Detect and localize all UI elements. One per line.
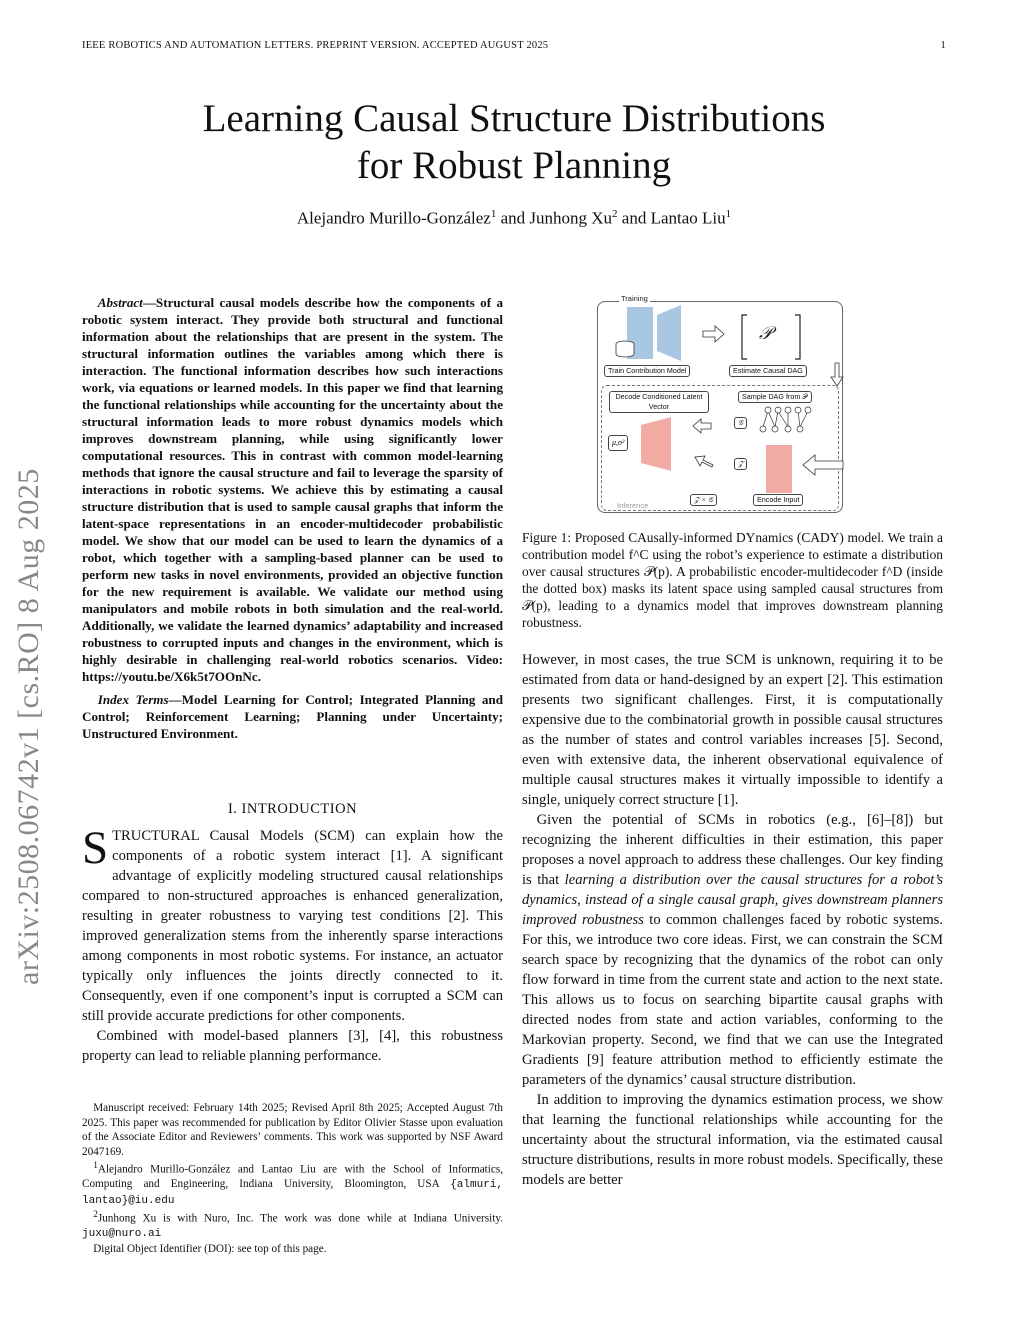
dag-graph (760, 407, 811, 432)
footnote-affiliation-1 (82, 1159, 503, 1208)
arrow-z-to-decoder (695, 456, 713, 467)
author-3-affil: 1 (725, 208, 732, 220)
author-2-affil: 2 (612, 208, 618, 220)
arrow-to-p (703, 326, 724, 342)
abstract (82, 294, 503, 748)
index-terms-text: —Model Learning for Control; Integrated Planning and Control; Reinforcement Learning; Planning under Uncertainty; Unstructured Environment. (82, 692, 503, 741)
database-body (616, 344, 634, 357)
footnote-affiliation-2 (82, 1208, 503, 1242)
introduction (82, 822, 503, 1066)
dropcap: S (82, 822, 109, 874)
right-paragraph-1: However, in most cases, the true SCM is unknown, requiring it to be estimated from data or hand-designed by an expert [2]. This estimation presents two significant challenges. First, it is computationally expensive due to the combinatorial growth in possible causal structures as the number of states and control variables increases [5]. Second, even with extensive data, the inherent observational equivalence of multiple causal structures makes it virtually impossible to identify a single, uniquely correct structure [1]. (522, 652, 943, 808)
author-list (82, 208, 946, 229)
inference-label: Inference (617, 501, 649, 510)
index-terms-lead: Index Terms (97, 692, 169, 707)
running-header (82, 40, 946, 51)
sample-dag-tag: Sample DAG from 𝒫 (738, 391, 812, 403)
footnote-manuscript: Manuscript received: February 14th 2025; Revised April 8th 2025; Accepted August 7th 2025. This paper was recommended for publication by Editor Olivier Stasse upon evaluation of the Associate Editor and Reviewers’ comments. This work was supported by NSF Award 2047169. (82, 1102, 503, 1158)
author-1: Alejandro Murillo-González (296, 208, 491, 228)
right-paragraph-3: In addition to improving the dynamics estimation process, we show that learning the functional relationships while accounting for the uncertainty about the structural information, via the estimated causal structure distributions, results in more robust models. Specifically, these models are better (522, 1092, 943, 1188)
footnote-2-text: Junhong Xu is with Nuro, Inc. The work was done while at Indiana University. (97, 1212, 503, 1225)
abstract-text: —Structural causal models describe how the components of a robotic system interact. They provide both structural and functional information about the relationships that are present in the system. The structural information outlines the variables among which there is interaction. The functional information describes how such interactions work, via equations or learned models. In this paper we find that learning the functional relationships while accounting for the uncertainty about the structural information leads to more robust dynamics models which improves downstream planning, while using significantly lower computational resources. This in contrast with common model-learning methods that ignore the causal structure and fail to leverage the sparsity of interactions in robotic systems. We achieve this by estimating a causal structure distribution that is used to sample causal graphs that inform the latent-space representations in an encoder-multidecoder probabilistic model. We show that our model can be used to learn the dynamics of a robot, which together with a sampling-based planner can be used to perform new tasks in novel environments, provided an objective function for the new requirement is available. We validate our method using manipulators and mobile robots in both simulation and the real-world. Additionally, we validate the learned dynamics’ adaptability and increased robustness to corrupted inputs and changes in the environment, which is highly desirable in challenging real-world robotics scenarios. Video: https://youtu.be/X6k5t7OOnNc. (82, 295, 503, 684)
right-p2-start: Given the potential of SCMs in robotics (e.g., [6]–[8]) but recognizing the inherent difficulties in their estimation, this paper proposes a novel approach to address these challenges. Our key finding is that (522, 812, 943, 888)
intro-p1-text: TRUCTURAL Causal Models (SCM) can explain how the components of a robotic system interact [1]. A significant advantage of explicitly modeling structured causal relationships compared to non-structured approaches is enhanced generalization, resulting in greater robustness to varying test conditions [2]. This improved generalization stems from the inherently sparse interactions among components in most robotic systems. For instance, an actuator typically only influences the joints directly connected to it. Consequently, even if one component’s input is corrupted a SCM can still provide accurate predictions for other components. (82, 828, 503, 1024)
right-p2-emphasis: learning a distribution over the causal structures for a robot’s dynamics, instead of a single causal graph, gives downstream planners improved robustness (522, 872, 943, 928)
footnote-1-email[interactable]: {almuri, lantao}@iu.edu (82, 1179, 503, 1207)
estimate-dag-tag: Estimate Causal DAG (729, 365, 807, 377)
footnote-doi: Digital Object Identifier (DOI): see top of this page. (93, 1242, 327, 1255)
decode-tag: Decode Conditioned Latent Vector (609, 391, 709, 413)
training-label: Training (621, 294, 648, 303)
right-p2-end: to common challenges faced by robotic systems. For this, we introduce two core ideas. First, we can constrain the SCM search space by recognizing that the dynamics of the robot can only flow forward in time from the current state and action to the next state. This allows us to focus on searching bipartite causal graphs with directed nodes from state and action variables, conforming to the Markovian property. Second, we find that we can use the Integrated Gradients [9] feature attribution method to efficiently estimate the parameters of the dynamics’ causal structure distribution. (522, 912, 944, 1088)
abstract-paragraph (82, 294, 503, 685)
encoder-net (766, 445, 792, 493)
intro-paragraph-2: Combined with model-based planners [3], [4], this robustness property can lead to reliable planning performance. (82, 1028, 503, 1064)
caption-text: Proposed CAusally-informed DYnamics (CADY) model. We train a contribution model f^C using the robot’s experience to estimate a distribution over causal structures 𝒫(p). A probabilistic encoder-multidecoder f^D (inside the dotted box) masks its latent space using sampled causal structures from 𝒫(p), leading to a dynamics model that improves downstream planning robustness. (522, 530, 943, 630)
arrow-input (803, 455, 843, 475)
footnotes (82, 1101, 503, 1256)
right-column-text (522, 650, 943, 1190)
contribution-net-right (657, 305, 681, 361)
caption-label: Figure 1: (522, 530, 572, 545)
right-paragraph-2 (522, 810, 943, 1090)
footnote-2-email[interactable]: juxu@nuro.ai (82, 1228, 162, 1241)
author-1-affil: 1 (490, 208, 497, 220)
intro-paragraph-1 (82, 822, 503, 1026)
footnote-2-marker: 2 (93, 1210, 98, 1221)
arxiv-stamp: arXiv:2508.06742v1 [cs.RO] 8 Aug 2025 (12, 468, 45, 985)
title-line-1: Learning Causal Structure Distributions (202, 97, 826, 140)
footnote-1-text: Alejandro Murillo-González and Lantao Liu are with the School of Informatics, Computing and Engineering, Indiana University, Bloomington, USA (82, 1163, 503, 1191)
index-terms (82, 691, 503, 742)
author-2: and Junhong Xu (496, 208, 613, 228)
paper-title (82, 95, 946, 189)
abstract-lead: Abstract (97, 295, 143, 310)
figure-caption (522, 529, 943, 631)
p-symbol: 𝒫 (759, 323, 772, 343)
decoder-net (641, 417, 671, 471)
encode-input-tag: Encode Input (753, 494, 803, 506)
arrow-g-to-decoder (693, 419, 711, 433)
arrow-down (831, 363, 843, 386)
train-contribution-tag: Train Contribution Model (604, 365, 690, 377)
z-tag: 𝒵 (734, 458, 747, 470)
page-number: 1 (940, 40, 946, 51)
section-heading: I. INTRODUCTION (227, 801, 358, 817)
journal-header: IEEE ROBOTICS AND AUTOMATION LETTERS. PREPRINT VERSION. ACCEPTED AUGUST 2025 (82, 40, 549, 51)
figure-1 (595, 293, 845, 515)
title-line-2: for Robust Planning (356, 144, 672, 187)
footnote-1-marker: 1 (93, 1161, 98, 1171)
g-tag: 𝒢 (734, 417, 747, 429)
author-3: and Lantao Liu (617, 208, 726, 228)
zxg-tag: 𝒵 × 𝒢 (690, 494, 717, 506)
mu-sigma-tag: μ,σ² (608, 435, 628, 451)
